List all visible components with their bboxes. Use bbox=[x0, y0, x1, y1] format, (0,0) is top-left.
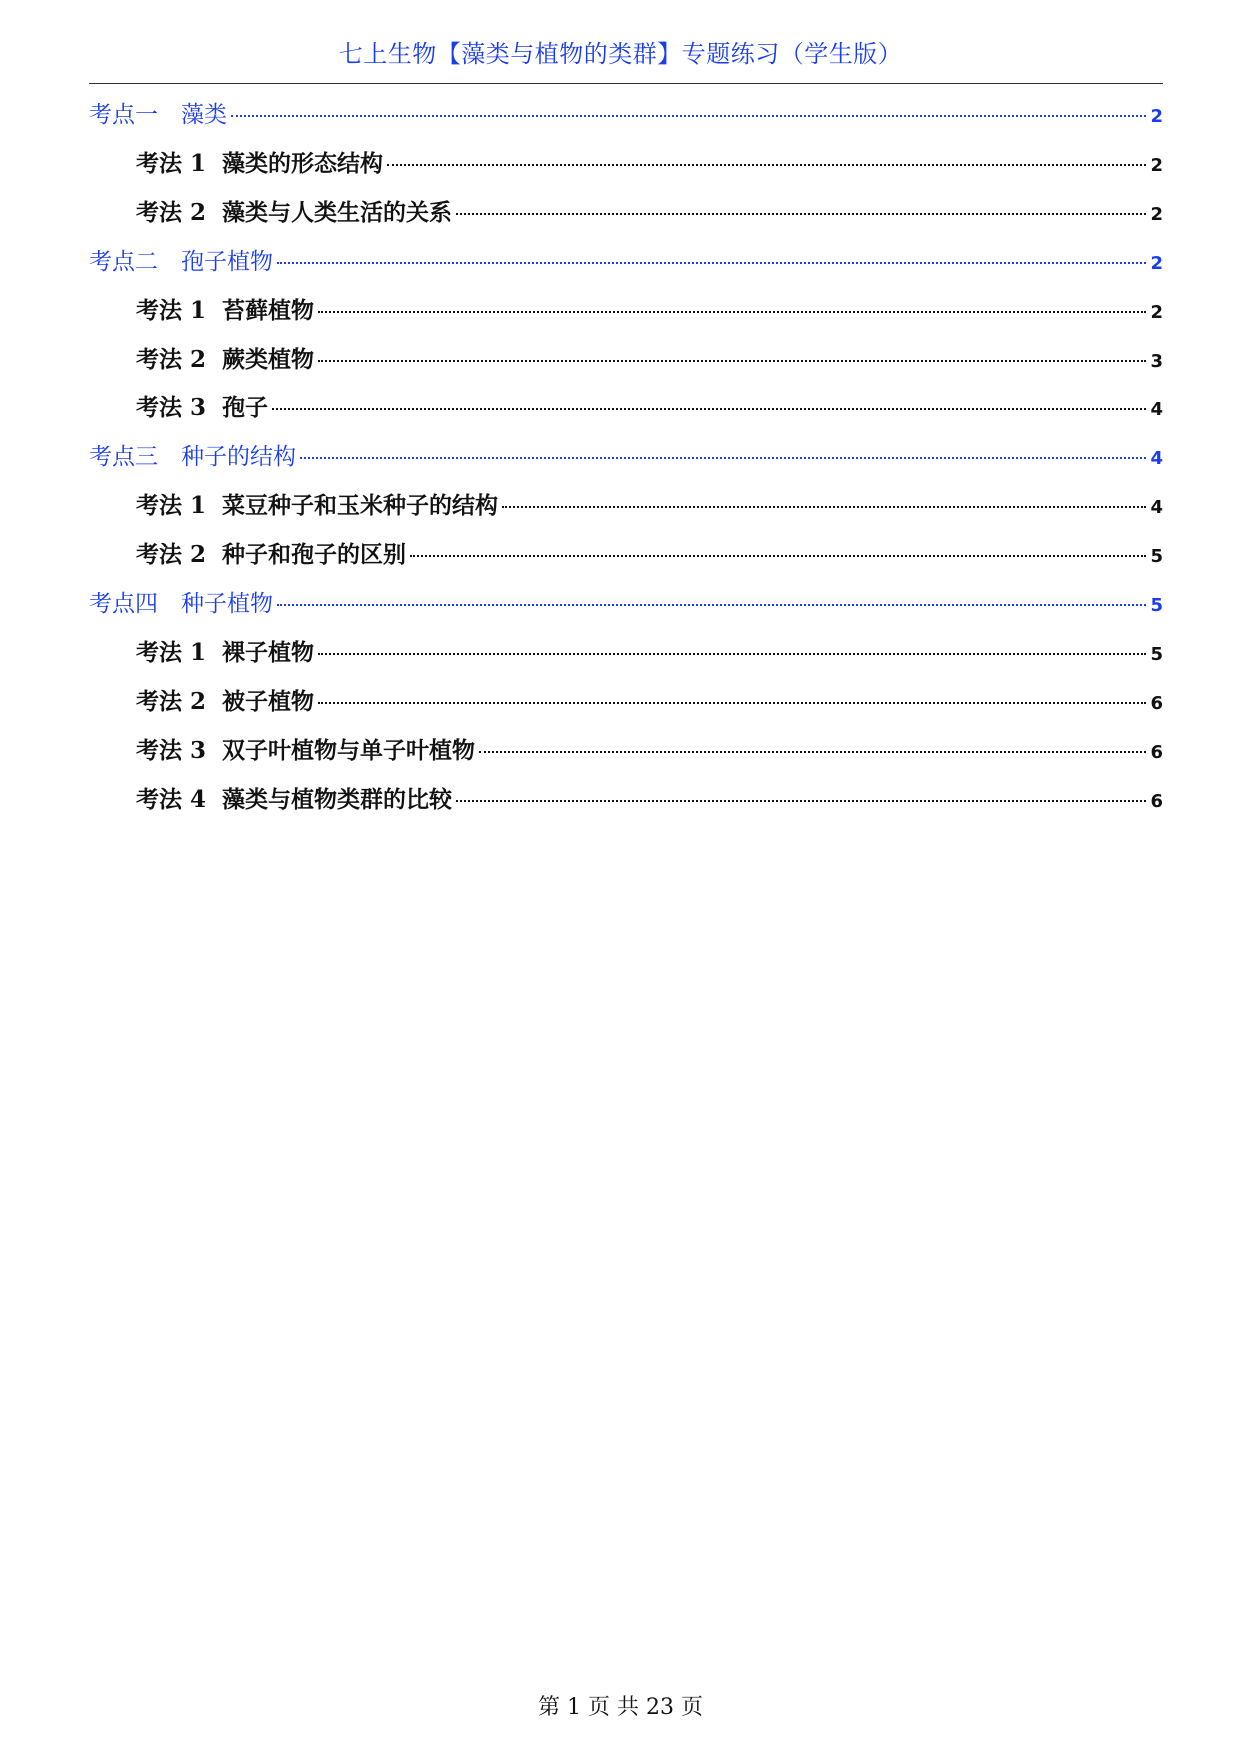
document-title: 七上生物【藻类与植物的类群】专题练习（学生版） bbox=[338, 40, 903, 68]
toc-page-number: 2 bbox=[1150, 106, 1163, 127]
toc-entry-label: 考法 1 苔藓植物 bbox=[136, 296, 315, 324]
toc-entry-kaofa[interactable] bbox=[136, 343, 1163, 377]
toc-entry-label: 考法 3 双子叶植物与单子叶植物 bbox=[136, 736, 476, 764]
toc-entry-label: 考点一 藻类 bbox=[89, 102, 227, 128]
toc-dot-leader bbox=[318, 360, 1146, 362]
toc-dot-leader bbox=[318, 311, 1146, 313]
toc-page-number: 5 bbox=[1150, 643, 1163, 665]
toc-entry-kaofa[interactable] bbox=[136, 196, 1163, 230]
toc-entry-kaofa[interactable] bbox=[136, 489, 1163, 523]
toc-page-number: 2 bbox=[1150, 154, 1163, 176]
toc-dot-leader bbox=[272, 408, 1146, 410]
toc-page-number: 3 bbox=[1150, 350, 1163, 372]
toc-page-number: 6 bbox=[1150, 741, 1163, 763]
toc-page-number: 2 bbox=[1150, 203, 1163, 225]
toc-dot-leader bbox=[300, 457, 1146, 459]
toc-entry-kaodian-1[interactable] bbox=[89, 98, 1163, 132]
toc-page-number: 5 bbox=[1150, 546, 1163, 568]
toc-dot-leader bbox=[456, 800, 1146, 802]
toc-page-number: 5 bbox=[1150, 595, 1163, 616]
toc-entry-kaofa[interactable] bbox=[136, 685, 1163, 719]
toc-page-number: 6 bbox=[1150, 692, 1163, 714]
toc-page-number: 2 bbox=[1150, 252, 1163, 274]
toc-entry-label: 考点三 种子的结构 bbox=[89, 444, 296, 471]
toc-entry-label: 考法 2 藻类与人类生活的关系 bbox=[136, 198, 453, 226]
toc-entry-kaofa[interactable] bbox=[136, 783, 1163, 817]
toc-entry-kaodian-2[interactable] bbox=[89, 245, 1163, 279]
toc-entry-kaofa[interactable] bbox=[136, 636, 1163, 670]
toc-entry-kaodian-4[interactable] bbox=[89, 587, 1163, 621]
toc-page-number: 4 bbox=[1150, 399, 1163, 421]
toc-entry-kaofa[interactable] bbox=[136, 538, 1163, 572]
toc-entry-kaofa[interactable] bbox=[136, 294, 1163, 328]
toc-entry-label: 考法 4 藻类与植物类群的比较 bbox=[136, 785, 453, 813]
toc-entry-label: 考点二 孢子植物 bbox=[89, 248, 273, 275]
toc-dot-leader bbox=[277, 604, 1146, 606]
toc-dot-leader bbox=[318, 702, 1146, 704]
toc-dot-leader bbox=[410, 555, 1146, 557]
toc-dot-leader bbox=[318, 653, 1146, 655]
toc-page-number: 2 bbox=[1150, 301, 1163, 323]
toc-entry-label: 考点四 种子植物 bbox=[89, 591, 273, 617]
toc-dot-leader bbox=[479, 751, 1146, 753]
toc-page-number: 4 bbox=[1150, 497, 1163, 519]
page-footer: 第 1 页 共 23 页 bbox=[538, 1695, 703, 1720]
toc-entry-label: 考法 3 孢子 bbox=[136, 394, 269, 422]
toc-dot-leader bbox=[502, 506, 1146, 508]
toc-dot-leader bbox=[387, 164, 1146, 166]
toc-entry-label: 考法 1 藻类的形态结构 bbox=[136, 149, 384, 177]
toc-entry-label: 考法 2 蕨类植物 bbox=[136, 345, 315, 373]
toc-entry-label: 考法 1 裸子植物 bbox=[136, 638, 315, 666]
header-divider bbox=[89, 83, 1163, 84]
toc-entry-label: 考法 2 种子和孢子的区别 bbox=[136, 541, 407, 569]
toc-dot-leader bbox=[231, 115, 1146, 117]
toc-page-number: 6 bbox=[1150, 790, 1163, 812]
toc-entry-kaofa[interactable] bbox=[136, 147, 1163, 181]
toc-entry-kaofa[interactable] bbox=[136, 734, 1163, 768]
toc-dot-leader bbox=[456, 213, 1146, 215]
toc-entry-kaofa[interactable] bbox=[136, 391, 1163, 425]
toc-dot-leader bbox=[277, 262, 1146, 264]
toc-entry-kaodian-3[interactable] bbox=[89, 440, 1163, 474]
toc-page-number: 4 bbox=[1150, 448, 1163, 470]
toc-entry-label: 考法 2 被子植物 bbox=[136, 687, 315, 715]
toc-entry-label: 考法 1 菜豆种子和玉米种子的结构 bbox=[136, 492, 499, 520]
